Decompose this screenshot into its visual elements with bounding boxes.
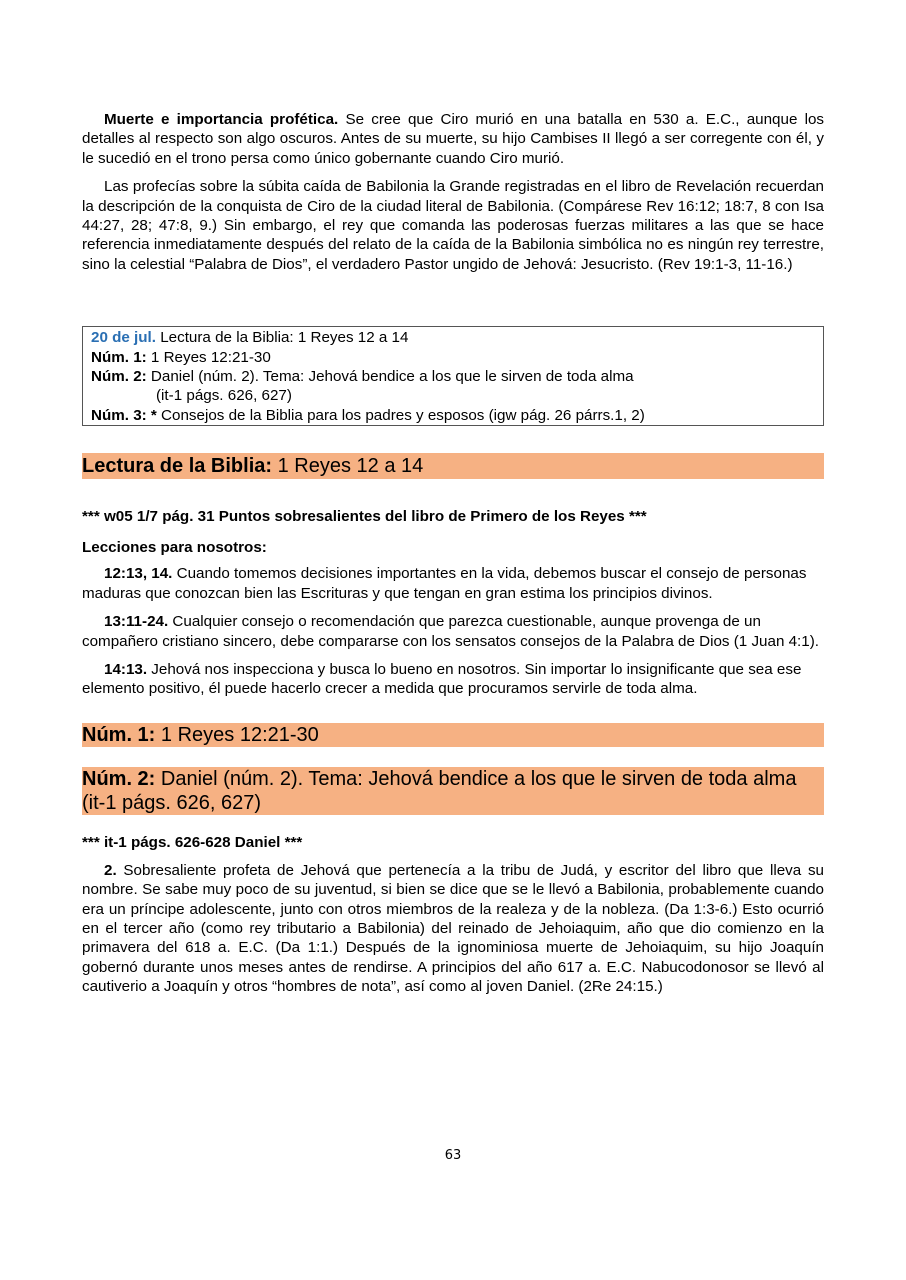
lesson-item-1-text: Cuando tomemos decisiones importantes en la vida, debemos buscar el consejo de personas maduras que conozcan bien las Escrituras y que tengan en gran estima los principios divinos. — [82, 565, 807, 602]
lesson-item-2-text: Cualquier consejo o recomendación que parezca cuestionable, aunque provenga de un compañero cristiano sincero, debe compararse con los sensatos consejos de la Palabra de Dios (1 Juan 4:1). — [82, 613, 819, 650]
schedule-n2-continuation: (it-1 págs. 626, 627) — [156, 387, 292, 405]
lesson-item-2 — [82, 612, 824, 651]
section-heading-reading-label: Lectura de la Biblia: — [82, 455, 273, 478]
schedule-n2-label: Núm. 2: — [91, 368, 147, 386]
schedule-box — [82, 326, 824, 426]
schedule-n2-line — [91, 367, 815, 386]
schedule-date: 20 de jul. — [91, 329, 156, 347]
schedule-n2-text: Daniel (núm. 2). Tema: Jehová bendice a los que le sirven de toda alma — [146, 368, 634, 386]
section-heading-reading — [82, 453, 824, 479]
lesson-item-3-text: Jehová nos inspecciona y busca lo bueno en nosotros. Sin importar lo insignificante que sea ese elemento positivo, él puede hacerlo crecer a medida que procuramos servirle de toda alma. — [82, 660, 802, 698]
daniel-paragraph — [82, 861, 824, 997]
section-heading-n1-text: 1 Reyes 12:21-30 — [155, 723, 319, 746]
lesson-item-3-verse: 14:13. — [104, 660, 148, 678]
section-heading-reading-text: 1 Reyes 12 a 14 — [272, 455, 424, 478]
reference-it1: *** it-1 págs. 626-628 Daniel *** — [82, 833, 303, 851]
section-heading-n2-label: Núm. 2: — [82, 767, 156, 790]
section-heading-n2 — [82, 767, 824, 815]
schedule-n1-text: 1 Reyes 12:21-30 — [146, 348, 271, 366]
reference-w05: *** w05 1/7 pág. 31 Puntos sobresalientes del libro de Primero de los Reyes *** — [82, 508, 647, 526]
daniel-paragraph-number: 2. — [104, 861, 117, 879]
lesson-item-2-verse: 13:11-24. — [104, 613, 169, 631]
section-heading-n1-label: Núm. 1: — [82, 723, 156, 746]
schedule-n1-label: Núm. 1: — [91, 348, 147, 366]
intro-heading-bold: Muerte e importancia profética. — [104, 111, 339, 128]
lesson-item-3 — [82, 660, 824, 699]
section-heading-n1 — [82, 723, 824, 747]
schedule-reading: Lectura de la Biblia: 1 Reyes 12 a 14 — [156, 329, 409, 347]
schedule-n1-line — [91, 348, 815, 367]
schedule-n3-text: Consejos de la Biblia para los padres y esposos (igw pág. 26 párrs.1, 2) — [156, 406, 645, 424]
schedule-n3-line — [91, 406, 815, 425]
intro-paragraph-1-text: Se cree que Ciro murió en una batalla en 530 a. E.C., aunque los detalles al respecto son algo oscuros. Antes de su muerte, su hijo Cambises II llegó a ser corregente con él, y le sucedió en el trono persa como único gobernante cuando Ciro murió. — [82, 111, 824, 167]
schedule-reading-line — [91, 328, 815, 347]
schedule-n3-label: Núm. 3: * — [91, 406, 157, 424]
lesson-item-1 — [82, 564, 824, 603]
lessons-subheading: Lecciones para nosotros: — [82, 539, 267, 557]
document-page — [82, 110, 824, 1006]
intro-paragraph-1 — [82, 110, 824, 168]
intro-paragraph-2: Las profecías sobre la súbita caída de Babilonia la Grande registradas en el libro de Revelación recuerdan la descripción de la conquista de Ciro de la ciudad literal de Babilonia. (Compárese Rev 16:12; 18:7, 8 con Isa 44:27, 28; 47:8, 9.) Sin embargo, el rey que comanda las poderosas fuerzas militares a las que se hace referencia inmediatamente después del relato de la caída de la Babilonia simbólica no es ningún rey terrestre, sino la celestial “Palabra de Dios”, el verdadero Pastor ungido de Jehová: Jesucristo. (Rev 19:1-3, 11-16.) — [82, 178, 824, 273]
page-number: 63 — [444, 1148, 462, 1163]
lesson-item-1-verse: 12:13, 14. — [104, 565, 173, 583]
section-heading-n2-text: Daniel (núm. 2). Tema: Jehová bendice a los que le sirven de toda alma (it-1 págs. 626, 627) — [82, 767, 797, 814]
daniel-paragraph-text: Sobresaliente profeta de Jehová que pertenecía a la tribu de Judá, y escritor del libro que lleva su nombre. Se sabe muy poco de su juventud, si bien se dice que se le llevó a Babilonia, probablemente cuando era un príncipe adolescente, junto con otros miembros de la realeza y de la nobleza. (Da 1:3-6.) Esto ocurrió en el tercer año (como rey tributario a Babilonia) del reinado de Jehoiaquim, año que dio comienzo en la primavera del 618 a. E.C. (Da 1:1.) Después de la ignominiosa muerte de Jehoiaquim, su hijo Joaquín gobernó durante unos meses antes de rendirse. A principios del año 617 a. E.C. Nabucodonosor se llevó al cautiverio a Joaquín y otros “hombres de nota”, así como al joven Daniel. (2Re 24:15.) — [82, 861, 824, 996]
